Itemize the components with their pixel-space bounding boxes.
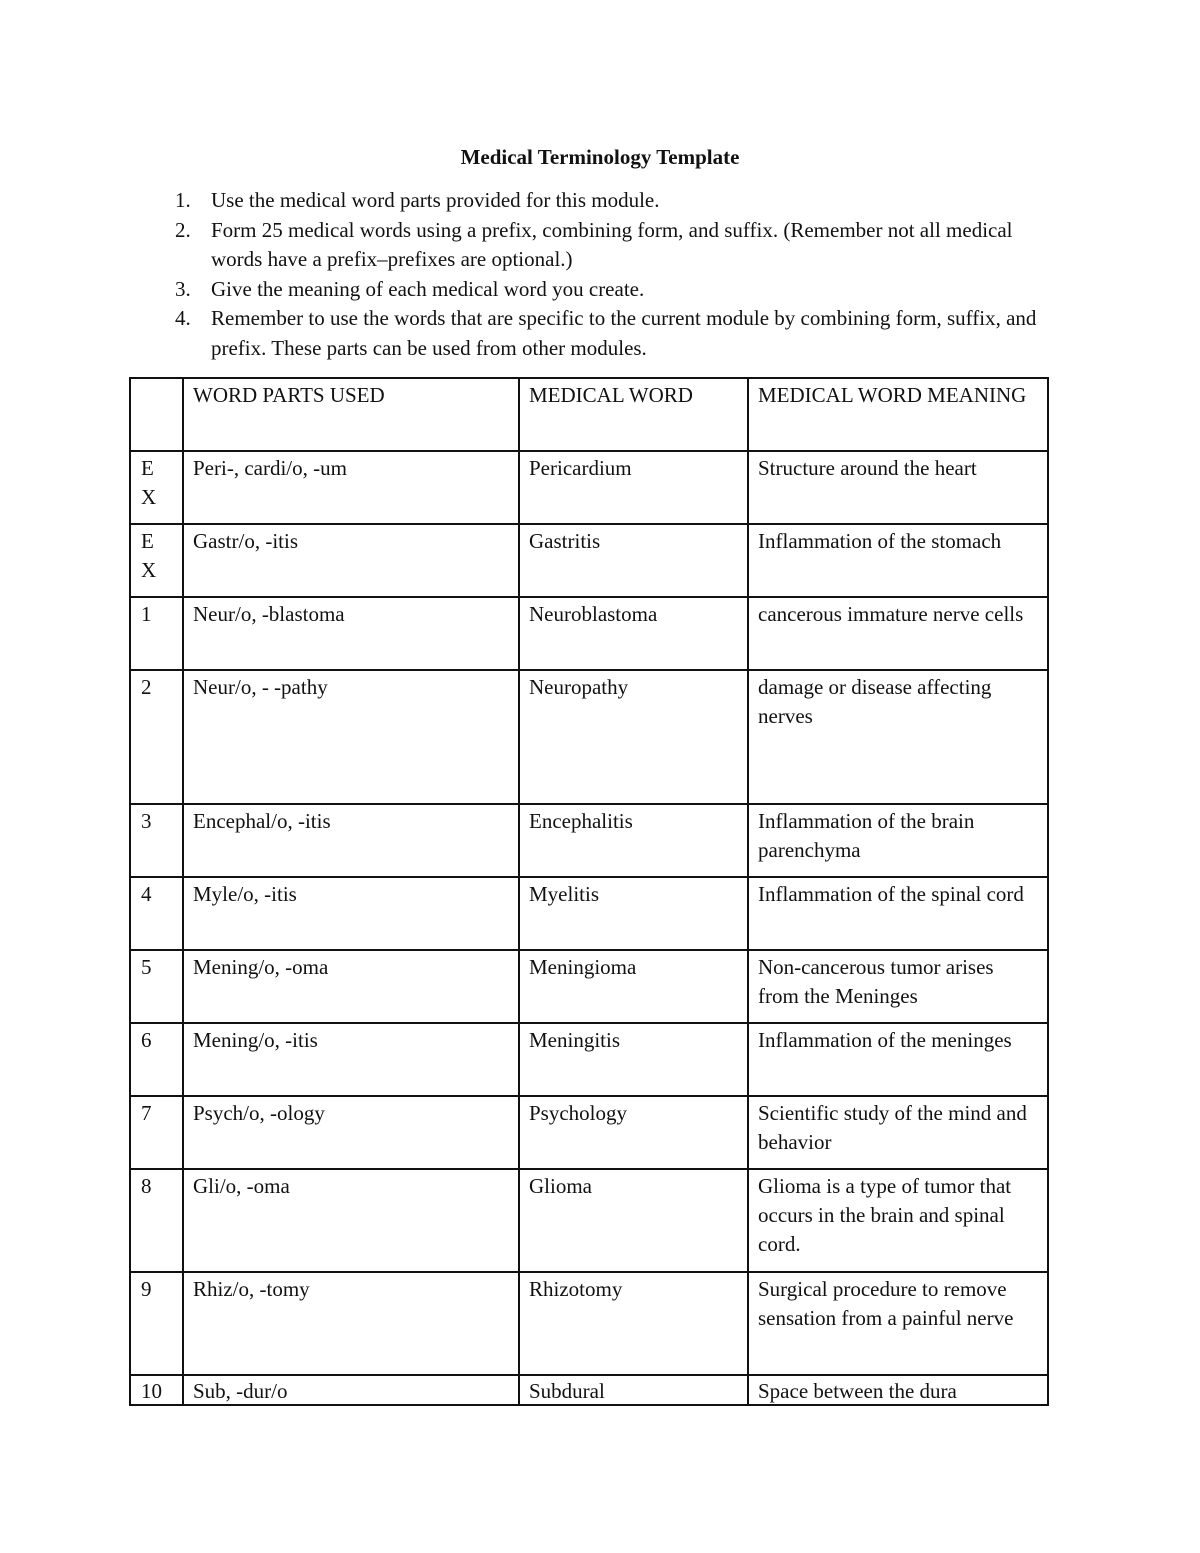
instruction-item (170, 216, 1050, 275)
word-parts-cell: Rhiz/o, -tomy (183, 1272, 519, 1375)
medical-word-cell: Meningitis (519, 1023, 748, 1096)
meaning-cell: Structure around the heart (748, 451, 1048, 524)
meaning-cell: Inflammation of the stomach (748, 524, 1048, 597)
medical-word-cell: Subdural (519, 1375, 748, 1405)
instruction-number: 1. (175, 188, 191, 212)
word-parts-cell: Mening/o, -oma (183, 950, 519, 1023)
row-number-cell: 9 (130, 1272, 183, 1375)
table-row (130, 877, 1048, 950)
row-number-cell: 8 (130, 1169, 183, 1272)
table-row (130, 670, 1048, 804)
table-header-row (130, 378, 1048, 451)
medical-word-cell: Myelitis (519, 877, 748, 950)
word-parts-cell: Peri-, cardi/o, -um (183, 451, 519, 524)
table-row (130, 451, 1048, 524)
word-parts-cell: Psych/o, -ology (183, 1096, 519, 1169)
meaning-cell: Non-cancerous tumor arises from the Meninges (748, 950, 1048, 1023)
header-cell-number (130, 378, 183, 451)
row-number-cell: 1 (130, 597, 183, 670)
medical-word-cell: Gastritis (519, 524, 748, 597)
terminology-table (129, 377, 1049, 1406)
header-cell-word-parts: WORD PARTS USED (183, 378, 519, 451)
row-number-cell: E X (130, 451, 183, 524)
meaning-cell: Surgical procedure to remove sensation from a painful nerve (748, 1272, 1048, 1375)
meaning-cell: Inflammation of the spinal cord (748, 877, 1048, 950)
table-row (130, 1096, 1048, 1169)
table-row (130, 1272, 1048, 1375)
header-cell-meaning: MEDICAL WORD MEANING (748, 378, 1048, 451)
meaning-cell: Inflammation of the brain parenchyma (748, 804, 1048, 877)
word-parts-cell: Myle/o, -itis (183, 877, 519, 950)
instruction-item (170, 186, 1050, 216)
meaning-cell: Space between the dura (748, 1375, 1048, 1405)
medical-word-cell: Pericardium (519, 451, 748, 524)
instruction-number: 4. (175, 306, 191, 330)
instruction-text: Form 25 medical words using a prefix, combining form, and suffix. (Remember not all medical words have a prefix–prefixes are optional.) (211, 217, 1013, 271)
row-number-cell: 5 (130, 950, 183, 1023)
table-row (130, 1375, 1048, 1405)
word-parts-cell: Neur/o, -blastoma (183, 597, 519, 670)
instruction-item (170, 275, 1050, 305)
page-title: Medical Terminology Template (460, 145, 740, 169)
table-row (130, 1023, 1048, 1096)
instruction-list (170, 186, 1050, 363)
row-number-cell: 4 (130, 877, 183, 950)
medical-word-cell: Meningioma (519, 950, 748, 1023)
word-parts-cell: Mening/o, -itis (183, 1023, 519, 1096)
word-parts-cell: Neur/o, - -pathy (183, 670, 519, 804)
medical-word-cell: Neuroblastoma (519, 597, 748, 670)
row-number-cell: 3 (130, 804, 183, 877)
medical-word-cell: Glioma (519, 1169, 748, 1272)
instruction-number: 3. (175, 276, 191, 301)
table-row (130, 1169, 1048, 1272)
word-parts-cell: Gastr/o, -itis (183, 524, 519, 597)
table-row (130, 524, 1048, 597)
meaning-cell: Scientific study of the mind and behavior (748, 1096, 1048, 1169)
header-cell-medical-word: MEDICAL WORD (519, 378, 748, 451)
instruction-number: 2. (175, 217, 191, 242)
medical-word-cell: Neuropathy (519, 670, 748, 804)
table-row (130, 804, 1048, 877)
row-number-cell: 7 (130, 1096, 183, 1169)
medical-word-cell: Encephalitis (519, 804, 748, 877)
table-row (130, 950, 1048, 1023)
row-number-cell: 6 (130, 1023, 183, 1096)
meaning-cell: Inflammation of the meninges (748, 1023, 1048, 1096)
word-parts-cell: Gli/o, -oma (183, 1169, 519, 1272)
meaning-cell: Glioma is a type of tumor that occurs in the brain and spinal cord. (748, 1169, 1048, 1272)
row-number-cell: 2 (130, 670, 183, 804)
meaning-cell: damage or disease affecting nerves (748, 670, 1048, 804)
instruction-item (170, 304, 1050, 363)
medical-word-cell: Psychology (519, 1096, 748, 1169)
instruction-text: Give the meaning of each medical word you create. (211, 276, 645, 301)
table-row (130, 597, 1048, 670)
word-parts-cell: Sub, -dur/o (183, 1375, 519, 1405)
meaning-cell: cancerous immature nerve cells (748, 597, 1048, 670)
row-number-cell: E X (130, 524, 183, 597)
instruction-text: Remember to use the words that are specific to the current module by combining form, suffix, and prefix. These parts can be used from other modules. (211, 306, 1037, 360)
row-number-cell: 10 (130, 1375, 183, 1405)
instruction-text: Use the medical word parts provided for this module. (211, 188, 660, 212)
word-parts-cell: Encephal/o, -itis (183, 804, 519, 877)
medical-word-cell: Rhizotomy (519, 1272, 748, 1375)
